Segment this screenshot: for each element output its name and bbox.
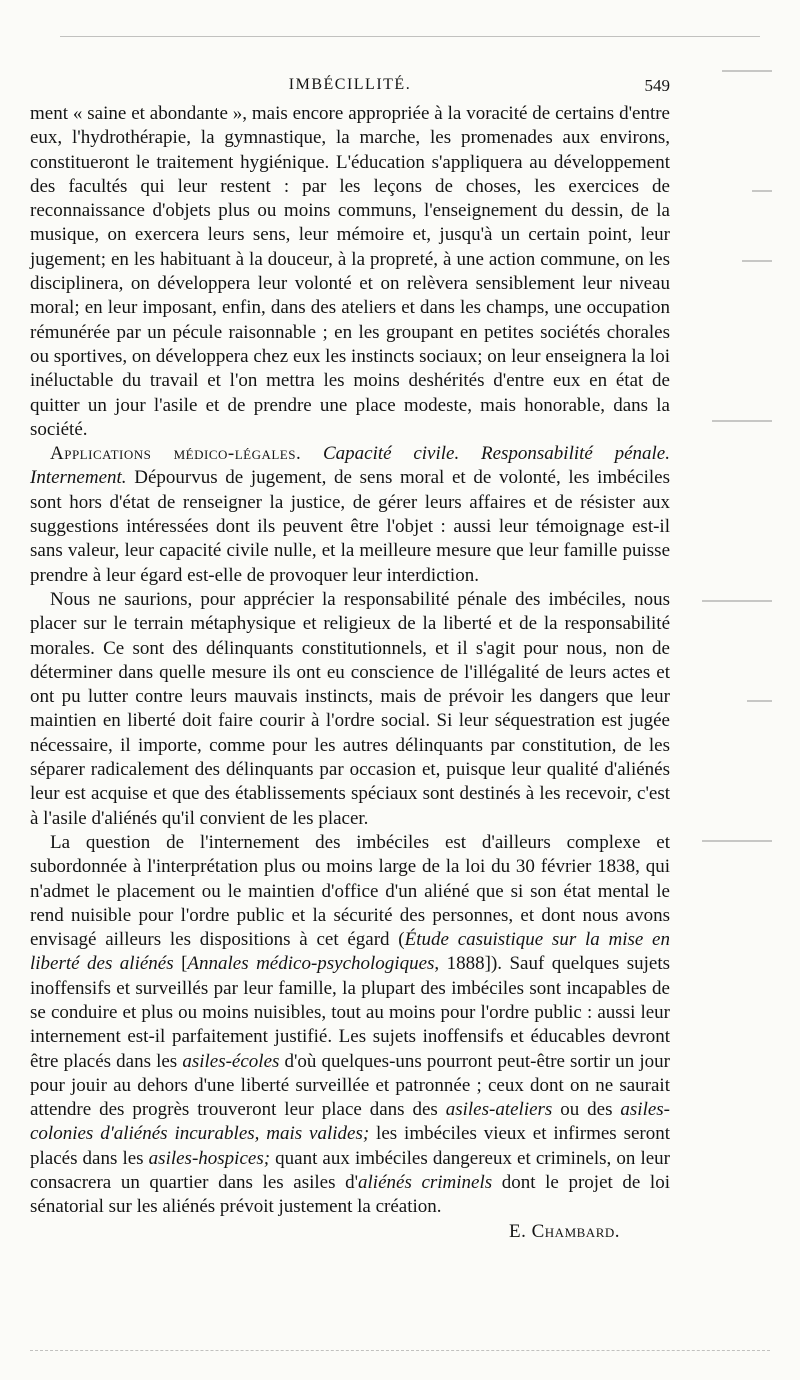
- scan-noise-top: [60, 36, 760, 37]
- paragraph-internment: [30, 831, 670, 1220]
- paragraph-treatment: ment « saine et abondante », mais encore appropriée à la voracité de certains d'entre eux, l'hydrothérapie, la gymnastique, la marche, les promenades aux environs, constitueront le traitement hygiénique. L'éducation s'appliquera au développement des facultés qui leur restent : par les leçons de choses, les exercices de reconnaissance d'objets plus ou moins communs, l'enseignement du dessin, de la musique, on exercera leurs sens, leur mémoire et, jusqu'à un certain point, leur jugement; en les habituant à la douceur, à la propreté, à une action commune, on les disciplinera, on développera leur volonté et on relèvera sensiblement leur niveau moral; en leur imposant, enfin, dans des ateliers et dans les champs, une occupation rémunérée par un pécule raisonnable ; en les groupant en petites sociétés chorales ou sportives, on développera chez eux les instincts sociaux; on leur enseignera la loi inéluctable du travail et l'on mettra les moins deshérités d'entre eux en état de quitter un jour l'asile et de prendre une place modeste, mais honorable, dans la société.: [30, 103, 670, 440]
- text-run: quant aux imbéciles dangereux et criminels, on leur consacrera un quartier dans les asiles d': [30, 1147, 671, 1194]
- margin-scan-marks: [702, 60, 772, 920]
- text-run: d'où quelques-uns pourront peut-être sortir un jour pour jouir au dehors d'une liberté surveillée et patronnée ; ceux dont on ne saurait attendre des progrès trouveront leur place dans des: [30, 1050, 670, 1121]
- running-title: IMBÉCILLITÉ.: [288, 76, 412, 93]
- paragraph-text: Dépourvus de jugement, de sens moral et de volonté, les imbéciles sont hors d'état de renseigner la justice, de gérer leurs affaires et de résister aux suggestions intéressées dont ils peuvent être l'objet : aussi leur témoignage est-il sans valeur, leur capacité civile nulle, et la meilleure mesure que leur famille puisse prendre à leur égard est-elle de provoquer leur interdiction.: [30, 467, 670, 586]
- text-run: dont le projet de loi sénatorial sur les aliénés prévoit justement la création.: [30, 1172, 670, 1218]
- citation-title: Étude casuistique sur la mise en liberté des aliénés: [30, 929, 670, 975]
- text-run: La question de l'internement des imbéciles est d'ailleurs complexe et subordonnée à l'interprétation plus ou moins large de la loi du 30 février 1838, qui n'admet le placement ou le maintien d'office d'un aliéné que si son état mental le rend nuisible pour l'ordre public et la sécurité des personnes, et dont nous avons envisagé ailleurs les dispositions à cet égard (: [30, 831, 670, 951]
- author-signature: E. Chambard.: [509, 1220, 620, 1242]
- text-run: les imbéciles vieux et infirmes seront placés dans les: [30, 1123, 670, 1169]
- journal-title: Annales médico-psychologiques: [187, 953, 435, 975]
- text-run: , 1888]). Sauf quelques sujets inoffensifs et surveillés par leur famille, la plupart des imbéciles sont incapables de se conduire et plus ou moins nuisibles, tout au moins pour l'ordre public : aussi leur internement est-il parfaitement justifié. Les sujets inoffensifs et éducables devront être placés dans les: [30, 953, 670, 1072]
- section-subtitle: Capacité civile. Responsabilité pénale. Internement.: [30, 443, 670, 489]
- emphasis: asiles-hospices;: [148, 1147, 271, 1169]
- signature-line: [30, 1220, 670, 1244]
- section-heading: Applications médico-légales.: [50, 443, 302, 465]
- running-header: [30, 76, 670, 100]
- body-text: [30, 102, 670, 1244]
- emphasis: asiles-ateliers: [445, 1099, 553, 1121]
- emphasis: asiles-colonies d'aliénés incurables, mais valides;: [30, 1099, 671, 1145]
- emphasis: asiles-écoles: [182, 1050, 280, 1072]
- emphasis: aliénés criminels: [358, 1172, 493, 1194]
- text-run: [: [173, 953, 188, 975]
- paragraph-responsibility: Nous ne saurions, pour apprécier la responsabilité pénale des imbéciles, nous placer sur le terrain métaphysique et religieux de la liberté et de la responsabilité morales. Ce sont des délinquants constitutionnels, et il s'agit pour nous, non de déterminer dans quelle mesure ils ont eu conscience de l'illégalité de leurs actes et ont pu lutter contre leurs mauvais instincts, mais de prévoir les dangers que leur maintien en liberté doit faire courir à l'ordre social. Si leur séquestration est jugée nécessaire, il importe, comme pour les autres délinquants par constitution, de les séparer radicalement des délinquants par occasion et, puisque leur qualité d'aliénés leur est acquise et que des établissements spéciaux sont destinés à les recevoir, c'est à l'asile d'aliénés qu'il convient de les placer.: [30, 588, 670, 829]
- page-number: 549: [644, 76, 670, 95]
- text-run: ou des: [552, 1099, 621, 1121]
- bottom-scan-rule: [30, 1350, 770, 1351]
- paragraph-medico-legal: [30, 442, 670, 588]
